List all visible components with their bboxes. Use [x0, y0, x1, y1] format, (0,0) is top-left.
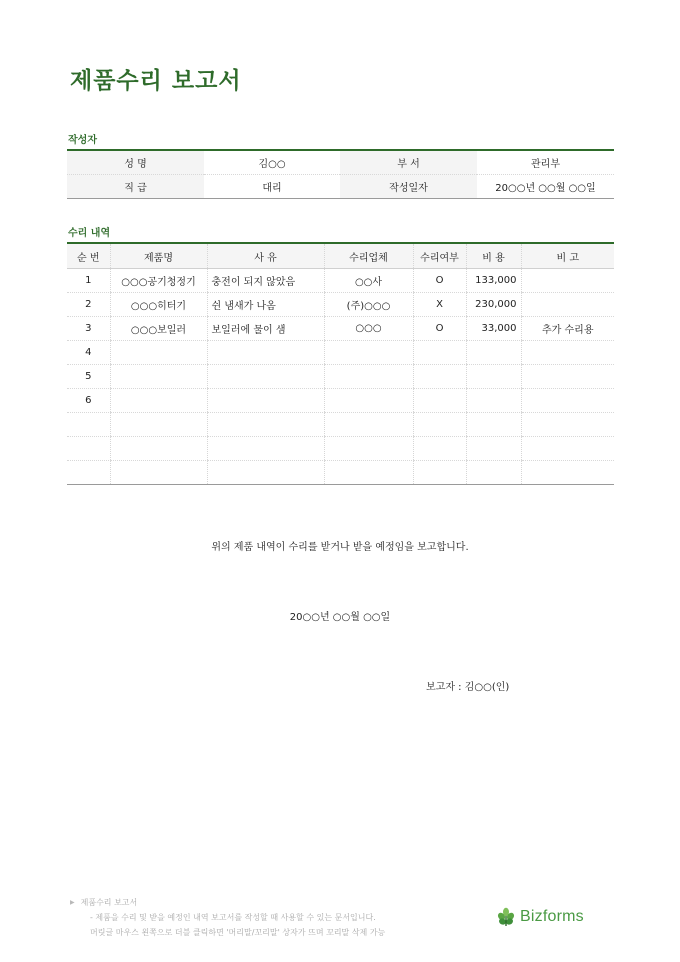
cell-product [110, 437, 207, 461]
footer-note [70, 895, 385, 940]
cell-cost [466, 461, 521, 485]
cell-note [521, 389, 614, 413]
cell-product [110, 389, 207, 413]
table-row [67, 269, 614, 293]
cell-note [521, 365, 614, 389]
author-info-row [67, 150, 614, 175]
cell-cost [466, 389, 521, 413]
cell-vendor: ○○○ [324, 317, 413, 341]
cell-vendor [324, 365, 413, 389]
info-label: 부 서 [340, 150, 477, 175]
logo-text: Bizforms [520, 908, 584, 925]
page-title: 제품수리 보고서 [70, 68, 242, 94]
cell-reason: 보일러에 물이 샘 [207, 317, 324, 341]
cell-status: O [413, 269, 466, 293]
cell-note [521, 293, 614, 317]
cell-product: ○○○공기청정기 [110, 269, 207, 293]
cell-cost [466, 413, 521, 437]
cell-reason [207, 461, 324, 485]
cell-note [521, 341, 614, 365]
cell-reason [207, 365, 324, 389]
cell-product [110, 461, 207, 485]
table-row [67, 437, 614, 461]
cell-note [521, 437, 614, 461]
cell-no [67, 461, 110, 485]
table-row [67, 341, 614, 365]
cell-vendor [324, 413, 413, 437]
cell-status [413, 437, 466, 461]
cell-status [413, 413, 466, 437]
footer-title: 제품수리 보고서 [80, 898, 138, 907]
cell-note [521, 269, 614, 293]
cell-product [110, 341, 207, 365]
footer-desc-2: 머릿글 마우스 왼쪽으로 더블 클릭하면 '머리말/꼬리말' 상자가 뜨며 꼬리말 삭제 가능 [90, 928, 386, 937]
column-header: 수리업체 [324, 243, 413, 269]
cell-reason: 쉰 냄새가 나옴 [207, 293, 324, 317]
cell-status [413, 389, 466, 413]
author-info-table [67, 149, 614, 199]
cell-vendor: (주)○○○ [324, 293, 413, 317]
cell-vendor [324, 341, 413, 365]
info-value: 대리 [204, 175, 340, 199]
footer-desc-1: - 제품을 수리 및 받을 예정인 내역 보고서를 작성할 때 사용할 수 있는 문서입니다. [90, 913, 376, 922]
cell-cost: 33,000 [466, 317, 521, 341]
info-label: 성 명 [67, 150, 204, 175]
cell-product: ○○○히터기 [110, 293, 207, 317]
cell-no: 4 [67, 341, 110, 365]
column-header: 사 유 [207, 243, 324, 269]
cell-cost [466, 341, 521, 365]
cell-no: 3 [67, 317, 110, 341]
triangle-bullet-icon: ▶ [70, 899, 75, 906]
cell-product: ○○○보일러 [110, 317, 207, 341]
cell-reason [207, 341, 324, 365]
column-header: 제품명 [110, 243, 207, 269]
cell-status [413, 341, 466, 365]
repair-table [67, 242, 614, 485]
cell-no: 6 [67, 389, 110, 413]
cell-no [67, 437, 110, 461]
table-row [67, 461, 614, 485]
cell-status [413, 365, 466, 389]
cell-no: 5 [67, 365, 110, 389]
column-header: 순 번 [67, 243, 110, 269]
info-value: 20○○년 ○○월 ○○일 [477, 175, 614, 199]
cell-note [521, 413, 614, 437]
cell-cost: 133,000 [466, 269, 521, 293]
column-header: 비 고 [521, 243, 614, 269]
cell-reason [207, 413, 324, 437]
cell-vendor [324, 461, 413, 485]
cell-note: 추가 수리용 [521, 317, 614, 341]
cell-reason [207, 389, 324, 413]
cell-reason: 충전이 되지 않았음 [207, 269, 324, 293]
table-row [67, 413, 614, 437]
cell-status: O [413, 317, 466, 341]
cell-vendor: ○○사 [324, 269, 413, 293]
report-statement: 위의 제품 내역이 수리를 받거나 받을 예정임을 보고합니다. [211, 542, 469, 553]
cell-cost [466, 365, 521, 389]
bizforms-logo [497, 907, 584, 927]
info-value: 김○○ [204, 150, 340, 175]
table-row [67, 317, 614, 341]
cell-no: 2 [67, 293, 110, 317]
cell-no: 1 [67, 269, 110, 293]
table-row [67, 365, 614, 389]
leaf-logo-icon [497, 907, 515, 927]
cell-vendor [324, 389, 413, 413]
cell-cost [466, 437, 521, 461]
cell-product [110, 365, 207, 389]
info-label: 직 급 [67, 175, 204, 199]
cell-reason [207, 437, 324, 461]
cell-status: X [413, 293, 466, 317]
repair-table-header [67, 243, 614, 269]
table-row [67, 389, 614, 413]
author-section-label: 작성자 [68, 135, 97, 146]
author-info-row [67, 175, 614, 199]
info-value: 관리부 [477, 150, 614, 175]
cell-status [413, 461, 466, 485]
repair-section-label: 수리 내역 [68, 228, 111, 239]
cell-vendor [324, 437, 413, 461]
cell-no [67, 413, 110, 437]
cell-product [110, 413, 207, 437]
column-header: 비 용 [466, 243, 521, 269]
cell-cost: 230,000 [466, 293, 521, 317]
column-header: 수리여부 [413, 243, 466, 269]
reporter-signature: 보고자 : 김○○(인) [426, 682, 510, 693]
report-date: 20○○년 ○○월 ○○일 [289, 612, 391, 623]
cell-note [521, 461, 614, 485]
table-row [67, 293, 614, 317]
info-label: 작성일자 [340, 175, 477, 199]
